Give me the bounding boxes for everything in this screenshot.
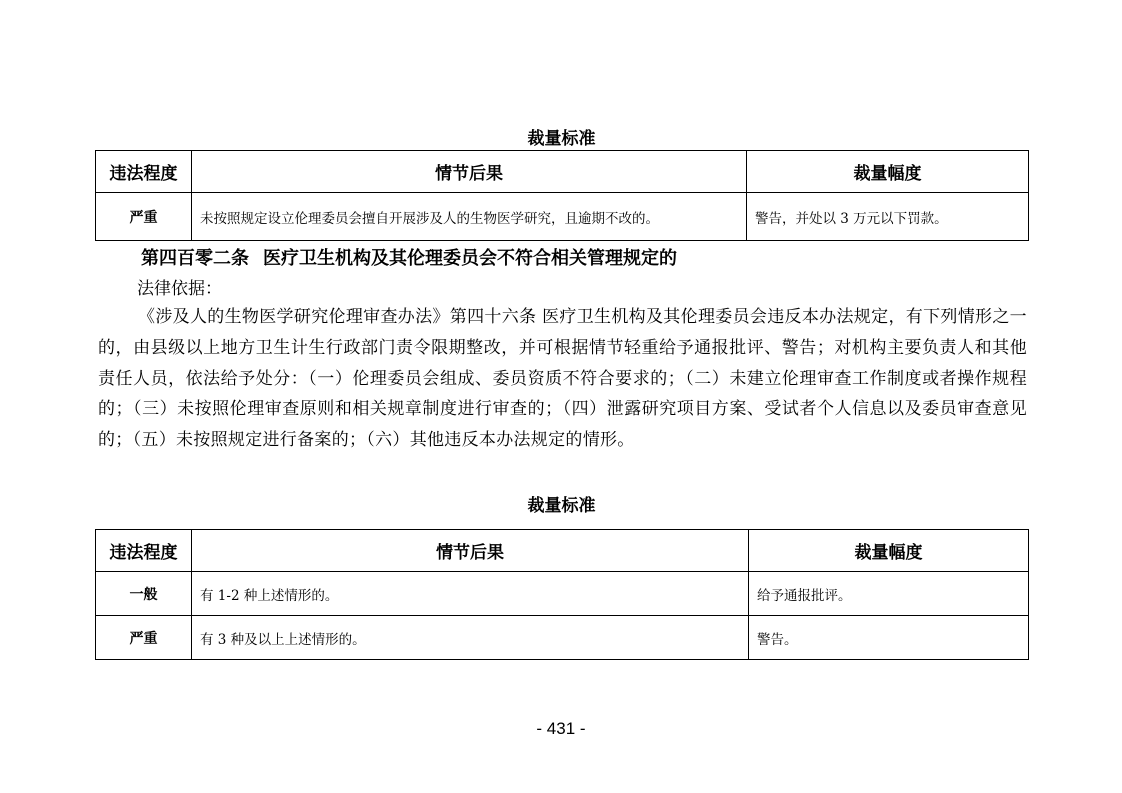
header-violation-degree: 违法程度 (96, 151, 192, 193)
table-header-row (96, 530, 1029, 572)
penalty-cell: 给予通报批评。 (749, 572, 1029, 616)
table-row (96, 616, 1029, 660)
header-circumstance-consequence: 情节后果 (192, 151, 747, 193)
violation-level: 一般 (96, 572, 192, 616)
consequence-cell: 有 1-2 种上述情形的。 (192, 572, 749, 616)
table-header-row (96, 151, 1029, 193)
header-penalty-range: 裁量幅度 (749, 530, 1029, 572)
article-number: 第四百零二条 (141, 248, 249, 269)
legal-basis-text: 《涉及人的生物医学研究伦理审查办法》第四十六条 医疗卫生机构及其伦理委员会违反本办法规定，有下列情形之一的，由县级以上地方卫生计生行政部门责令限期整改，并可根据情节轻重给予通报批评、警告；对机构主要负责人和其他责任人员，依法给予处分：（一）伦理委员会组成、委员资质不符合要求的；（二）未建立伦理审查工作制度或者操作规程的；（三）未按照伦理审查原则和相关规章制度进行审查的；（四）泄露研究项目方案、受试者个人信息以及委员审查意见的；（五）未按照规定进行备案的；（六）其他违反本办法规定的情形。 (98, 307, 1027, 451)
page-number: - 431 - (536, 719, 586, 738)
consequence-cell: 有 3 种及以上上述情形的。 (192, 616, 749, 660)
article-heading (141, 244, 677, 270)
violation-level: 严重 (96, 193, 192, 241)
header-circumstance-consequence: 情节后果 (192, 530, 749, 572)
penalty-cell: 警告，并处以 3 万元以下罚款。 (747, 193, 1029, 241)
header-violation-degree: 违法程度 (96, 530, 192, 572)
table-row (96, 193, 1029, 241)
table-caption: 裁量标准 (527, 496, 596, 516)
header-penalty-range: 裁量幅度 (747, 151, 1029, 193)
article-title: 医疗卫生机构及其伦理委员会不符合相关管理规定的 (263, 248, 677, 269)
consequence-cell: 未按照规定设立伦理委员会擅自开展涉及人的生物医学研究，且逾期不改的。 (192, 193, 747, 241)
discretion-standard-table (95, 150, 1029, 241)
discretion-standard-table (95, 529, 1029, 660)
table-row (96, 572, 1029, 616)
table-caption: 裁量标准 (527, 129, 596, 149)
legal-basis-label: 法律依据： (137, 279, 222, 299)
violation-level: 严重 (96, 616, 192, 660)
penalty-cell: 警告。 (749, 616, 1029, 660)
